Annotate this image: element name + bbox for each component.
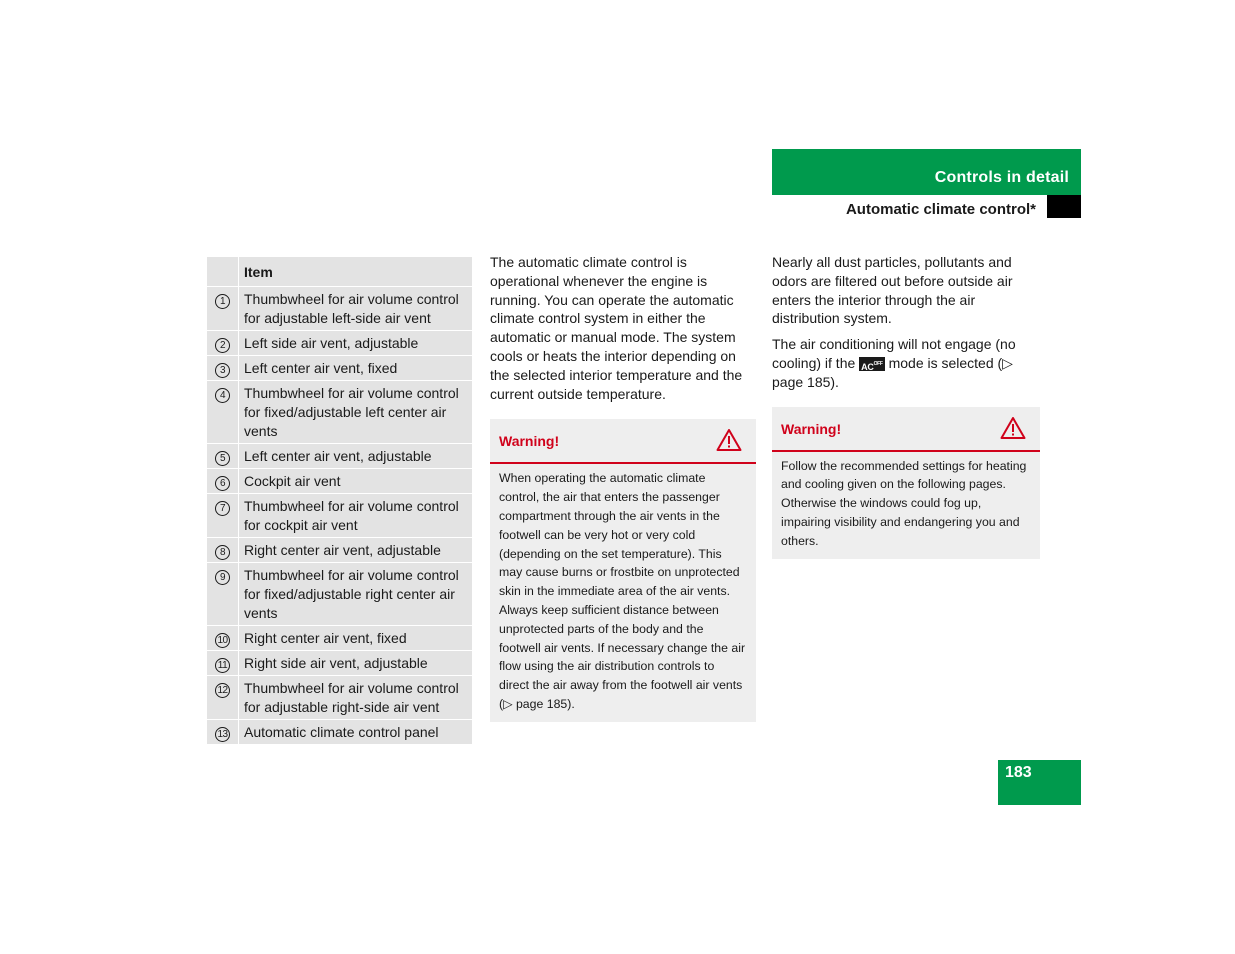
item-number-cell [207,720,239,745]
dust-filter-paragraph: Nearly all dust particles, pollutants and odors are filtered out before outside air enters the interior through the air distribution system. [772,254,1013,327]
table-header-row [207,257,472,287]
item-number-cell [207,494,239,538]
item-number-badge: 9 [215,570,230,585]
warning-box-burns [490,419,756,721]
item-number-cell [207,563,239,626]
item-description: Thumbwheel for air volume control for cockpit air vent [239,494,473,538]
table-row [207,287,472,331]
item-number-badge: 11 [215,658,230,673]
item-number-cell [207,676,239,720]
page-number-box [998,760,1081,805]
item-number-cell [207,287,239,331]
table-row [207,626,472,651]
warning-text: Follow the recommended settings for heating and cooling given on the following pages. Otherwise the windows could fog up, impairing visibility and endangering you and others. [781,458,1027,548]
warning-triangle-icon [716,428,742,452]
item-number-cell [207,538,239,563]
ac-icon-text: AC [861,361,874,372]
subsection-title: Automatic climate control* [845,201,1036,218]
table-row [207,538,472,563]
table-header-number [207,257,239,287]
table-row [207,563,472,626]
table-body [207,287,472,745]
page-number: 183 [1005,764,1032,781]
ac-paragraph-end: mode is selected (▷ page 185). [772,354,1013,390]
item-number-cell [207,381,239,444]
item-description: Thumbwheel for air volume control for adjustable right-side air vent [239,676,473,720]
item-number-badge: 2 [215,338,230,353]
item-number-badge: 13 [215,727,230,742]
item-number-badge: 1 [215,294,230,309]
table-header-item: Item [239,257,473,287]
warning-text: When operating the automatic climate control, the air that enters the passenger compartment through the air vents in the footwell can be very hot or very cold (depending on the set temperature). This may cause burns or frostbite on unprotected skin in the immediate area of the air vents. Always keep sufficient distance between unprotected parts of the body and the footwell air vents. If necessary change the air flow using the air distribution controls to direct the air away from the footwell air vents (▷ page 185). [499,471,746,711]
intro-paragraph: The automatic climate control is operational whenever the engine is running. You can operate the automatic climate control system in either the automatic or manual mode. The system cools or heats the interior depending on the selected interior temperature and the current outside temperature. [490,254,743,402]
table-row [207,720,472,745]
middle-column [490,253,756,722]
table-row [207,469,472,494]
warning-label: Warning! [499,433,560,450]
table-row [207,444,472,469]
item-number-cell [207,444,239,469]
item-number-cell [207,469,239,494]
item-description: Right center air vent, fixed [239,626,473,651]
item-description: Right side air vent, adjustable [239,651,473,676]
item-description: Thumbwheel for air volume control for fixed/adjustable right center air vents [239,563,473,626]
section-title: Controls in detail [934,169,1069,186]
item-description: Cockpit air vent [239,469,473,494]
thumb-tab [1047,195,1081,218]
item-description: Left center air vent, fixed [239,356,473,381]
item-number-badge: 5 [215,451,230,466]
ac-paragraph [772,335,1040,391]
right-column [772,253,1040,559]
item-number-badge: 4 [215,388,230,403]
table-row [207,676,472,720]
item-number-badge: 10 [215,633,230,648]
table-row [207,381,472,444]
item-description: Right center air vent, adjustable [239,538,473,563]
item-number-cell [207,651,239,676]
item-number-cell [207,356,239,381]
item-description: Thumbwheel for air volume control for adjustable left-side air vent [239,287,473,331]
warning-box-fog [772,407,1040,559]
item-number-cell [207,626,239,651]
ac-icon-sup: OFF [873,360,883,367]
item-number-badge: 7 [215,501,230,516]
item-table [207,257,472,745]
table-row [207,356,472,381]
item-number-badge: 3 [215,363,230,378]
warning-header [490,419,756,464]
ac-off-icon [859,357,885,371]
table-row [207,494,472,538]
item-description: Thumbwheel for air volume control for fixed/adjustable left center air vents [239,381,473,444]
table-row [207,651,472,676]
warning-triangle-icon [1000,416,1026,440]
warning-label: Warning! [781,420,842,437]
item-number-badge: 12 [215,683,230,698]
item-number-cell [207,331,239,356]
item-description: Left side air vent, adjustable [239,331,473,356]
item-number-badge: 8 [215,545,230,560]
table-row [207,331,472,356]
item-description: Left center air vent, adjustable [239,444,473,469]
ac-paragraph-start: The air conditioning will not engage (no cooling) if the [772,336,1016,371]
item-description: Automatic climate control panel [239,720,473,745]
item-number-badge: 6 [215,476,230,491]
section-header-bar [772,149,1081,195]
warning-header [772,407,1040,452]
